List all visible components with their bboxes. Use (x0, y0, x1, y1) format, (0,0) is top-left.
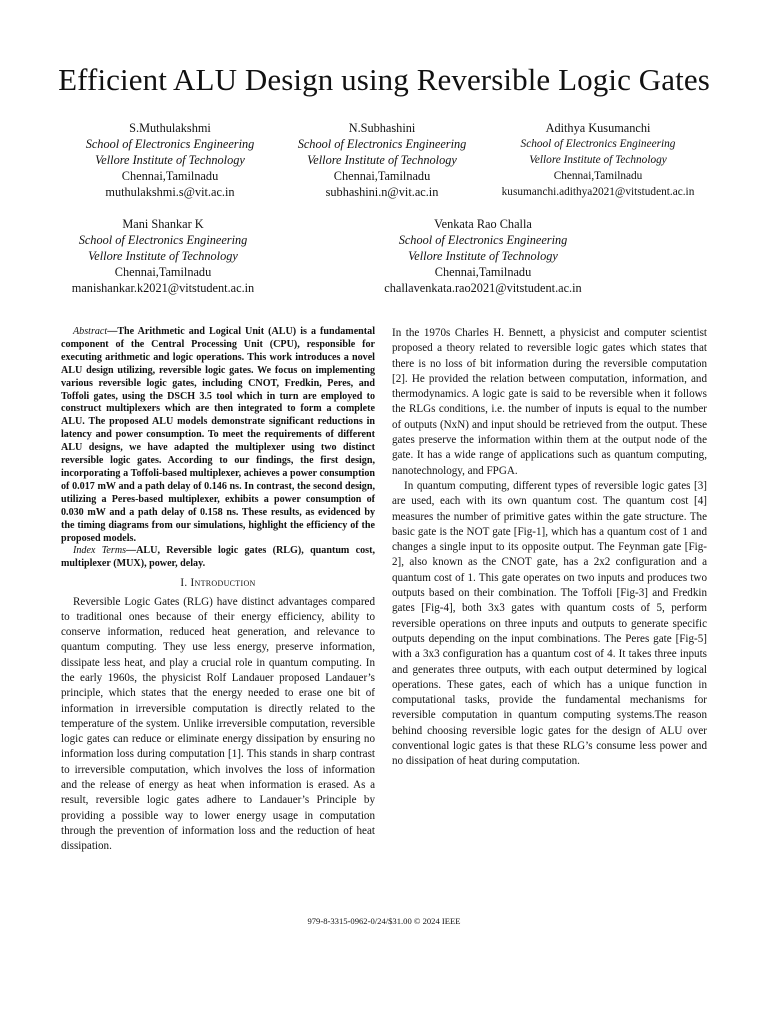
abstract (61, 326, 375, 545)
author-name: Mani Shankar K (122, 217, 204, 231)
author-dept: School of Electronics Engineering (520, 138, 676, 150)
intro-paragraph: Reversible Logic Gates (RLG) have distinct advantages compared to traditional ones because of their energy efficiency, ability to conserve information, reduced heat generation, and relevance to quantum computing. They use less energy, preserve information, dissipate less heat, and play a crucial role in quantum computing. In the early 1960s, the physicist Rolf Landauer proposed Landauer’s principle, which states that the energy needed to erase one bit of information in irreversible computation is directly related to the temperature of the system. Unlike irreversible computation, reversible logic gates can reduce or eliminate energy dissipation by ensuring no information loss during computation [1]. This stands in sharp contrast to irreversible computation, which involves the loss of information and the release of energy as heat when information is erased. As a result, reversible logic gates adhere to Landauer’s Principle by providing a possible way to lower energy usage in computation through the prevention of information loss and the reduction of heat dissipation. (61, 595, 375, 853)
section-number: I. (180, 577, 188, 590)
paper-title: Efficient ALU Design using Reversible Logic Gates (58, 62, 710, 97)
author-dept: School of Electronics Engineering (398, 233, 568, 247)
author-block (272, 120, 492, 200)
author-email[interactable]: subhashini.n@vit.ac.in (325, 185, 439, 199)
body-paragraph: In the 1970s Charles H. Bennett, a physicist and computer scientist proposed a theory related to reversible logic gates which states that there is no loss of bit information during the reversible computation [2]. He provided the relation between computation, information, and thermodynamics. A logic gate is said to be reversible when it follows the RLGs conditions, i.e. the number of inputs is equal to the number of outputs (NxN) and input should be retrieved from the output. These gates preserve the information within them at the output node of the gate. It has a wide range of applications such as quantum computing, nanotechnology, and FPGA. (392, 327, 707, 477)
author-block (488, 120, 708, 200)
author-name: S.Muthulakshmi (129, 121, 211, 135)
author-email[interactable]: challavenkata.rao2021@vitstudent.ac.in (384, 281, 582, 295)
right-column (392, 326, 707, 770)
author-city: Chennai,Tamilnadu (333, 169, 431, 183)
left-column (61, 326, 375, 855)
author-name: Adithya Kusumanchi (545, 121, 651, 135)
author-name: Venkata Rao Challa (434, 217, 532, 231)
author-inst: Vellore Institute of Technology (88, 249, 238, 263)
author-block (360, 216, 606, 296)
index-terms-label: Index Terms (73, 545, 127, 557)
author-email[interactable]: muthulakshmi.s@vit.ac.in (105, 185, 235, 199)
author-email[interactable]: manishankar.k2021@vitstudent.ac.in (71, 281, 255, 295)
body-paragraph: In quantum computing, different types of reversible logic gates [3] are used, each with its own quantum cost. The quantum cost [4] measures the number of primitive gates within the gate structure. The basic gate is the NOT gate [Fig-1], which has a quantum cost of 1 and changes a single input to its opposite output. The Feynman gate [Fig-2], also known as the CNOT gate, has a 2x2 configuration and a quantum cost of 1. This gate operates on two inputs and produces two outputs based on their combination. The Toffoli [Fig-3] and Fredkin gates [Fig-4], both 3x3 gates with quantum costs of 5, perform reversible operations on three inputs and outputs to generate specific outputs depending on the input combinations. The Peres gate [Fig-5] with a 3x3 configuration has a quantum cost of 4. It takes three inputs and generates three outputs, with each output determined by logical operations. These gates, each of which has a unique function in computational tasks, provide the fundamental mechanisms for reversible computation in quantum computing systems.The reason behind choosing reversible logic gates for the design of ALU over conventional logic gates is that these RLG’s consume less power and no dissipation of heat during computation. (392, 479, 707, 768)
copyright-footer: 979-8-3315-0962-0/24/$31.00 © 2024 IEEE (307, 916, 461, 926)
author-inst: Vellore Institute of Technology (408, 249, 558, 263)
author-city: Chennai,Tamilnadu (114, 265, 212, 279)
abstract-label: Abstract (73, 326, 108, 337)
author-inst: Vellore Institute of Technology (529, 154, 667, 166)
author-block (48, 216, 278, 296)
author-inst: Vellore Institute of Technology (95, 153, 245, 167)
author-city: Chennai,Tamilnadu (553, 170, 643, 182)
author-block (60, 120, 280, 200)
author-dept: School of Electronics Engineering (85, 137, 255, 151)
index-terms-text: —ALU, Reversible logic gates (RLG), quantum cost, multiplexer (MUX), power, delay. (61, 545, 375, 570)
index-terms (61, 545, 375, 571)
section-heading (61, 576, 375, 591)
author-city: Chennai,Tamilnadu (121, 169, 219, 183)
author-city: Chennai,Tamilnadu (434, 265, 532, 279)
author-email[interactable]: kusumanchi.adithya2021@vitstudent.ac.in (501, 186, 695, 198)
author-dept: School of Electronics Engineering (297, 137, 467, 151)
abstract-text: —The Arithmetic and Logical Unit (ALU) is a fundamental component of the Central Processing Unit (CPU), responsible for executing arithmetic and logic operations. This work introduces a novel ALU design utilizing, reversible logic gates. We focus on implementing various reversible logic gates, including CNOT, Fredkin, Peres, and Toffoli gates, using the DSCH 3.5 tool which in turn are employed to construct multiplexers which are then integrated to form a complete ALU. The proposed ALU models demonstrate significant reductions in latency and power consumption. To meet the requirements of different ALU designs, we have adapted the multiplexer using two distinct reversible logic gates. According to our findings, the first design, incorporating a Toffoli-based multiplexer, achieves a power consumption of 0.017 mW and a path delay of 0.146 ns. In contrast, the second design, utilizing a Peres-based multiplexer, exhibits a power consumption of 0.030 mW and a path delay of 0.158 ns. These results, as evidenced by the timing diagrams from our simulations, highlight the efficiency of the proposed models. (61, 326, 375, 544)
author-dept: School of Electronics Engineering (78, 233, 248, 247)
author-inst: Vellore Institute of Technology (307, 153, 457, 167)
section-title: Introduction (190, 577, 256, 590)
author-name: N.Subhashini (348, 121, 416, 135)
